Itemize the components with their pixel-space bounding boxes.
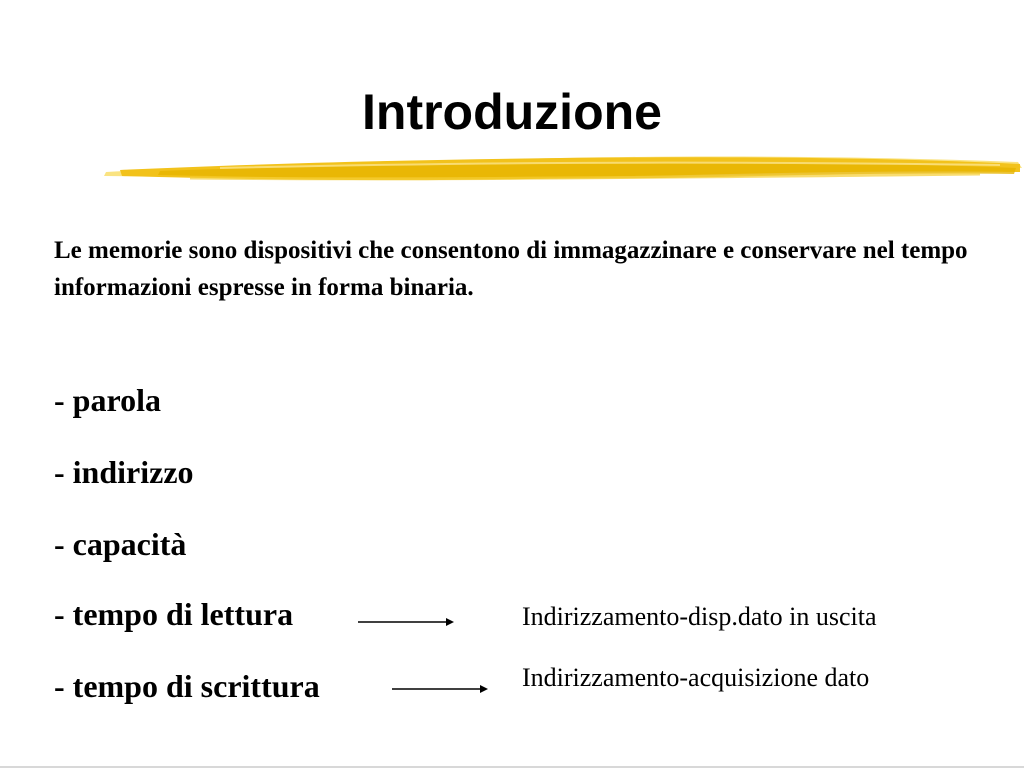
arrow-right-icon [358, 616, 454, 628]
bullet-capacita: - capacità [54, 526, 187, 562]
bullet-parola: - parola [54, 382, 161, 418]
note-scrittura: Indirizzamento-acquisizione dato [522, 663, 870, 692]
bullet-tempo-di-lettura: - tempo di lettura [54, 596, 294, 632]
intro-paragraph: Le memorie sono dispositivi che consentono di immagazzinare e conservare nel tempo informazioni espresse in forma binaria. [54, 237, 968, 301]
bullet-indirizzo: - indirizzo [54, 454, 194, 490]
arrow-right-icon [392, 683, 488, 695]
yellow-highlighter-stroke [100, 148, 1024, 190]
note-lettura: Indirizzamento-disp.dato in uscita [522, 602, 877, 631]
bullet-tempo-di-scrittura: - tempo di scrittura [54, 668, 320, 704]
slide-title: Introduzione [362, 84, 662, 140]
